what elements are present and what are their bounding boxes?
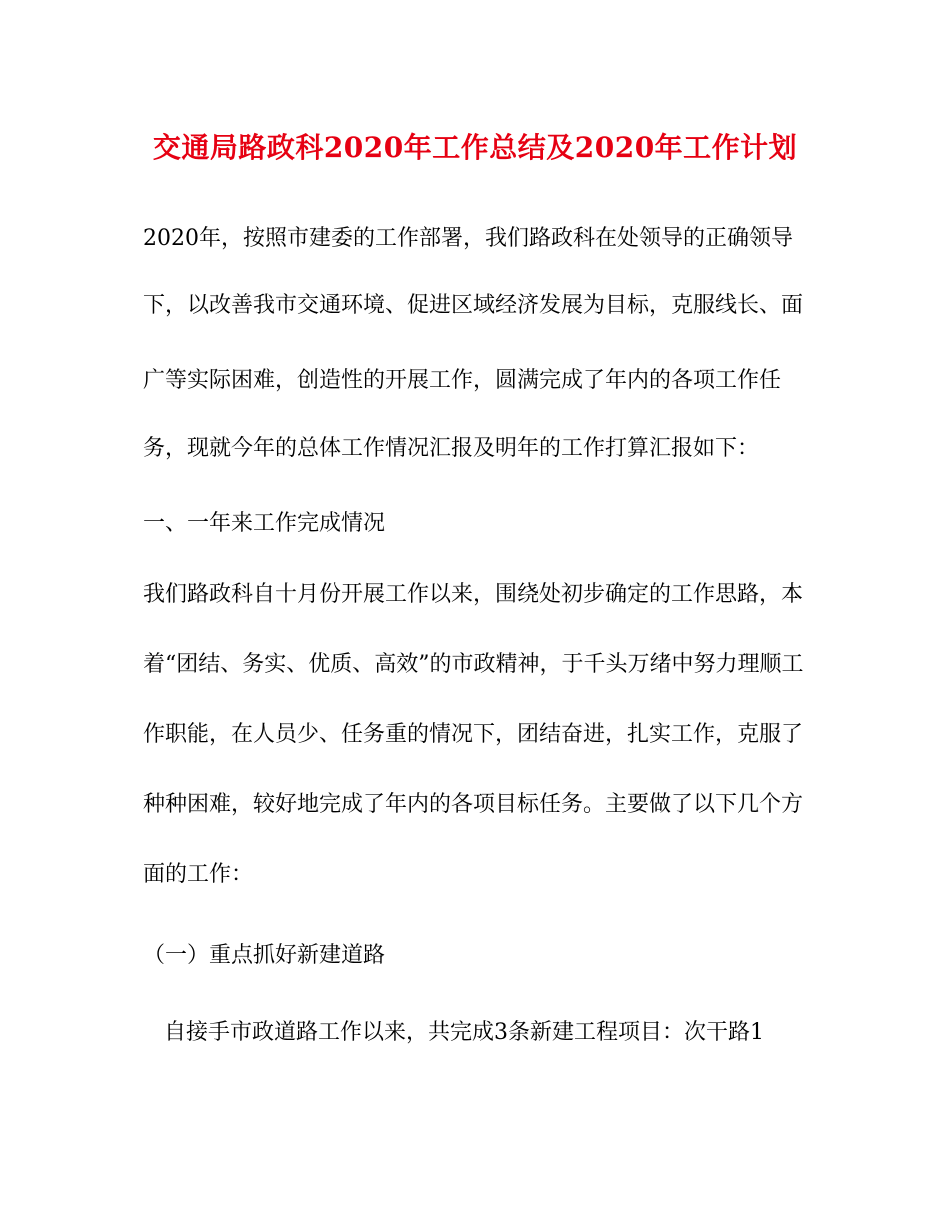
intro-line-2: 下，以改善我市交通环境、促进区域经济发展为目标，克服线长、面: [143, 293, 804, 318]
document-title: 交通局路政科2020年工作总结及2020年工作计划: [152, 131, 798, 164]
section-line-5: 面的工作：: [143, 862, 254, 887]
section-line-3: 作职能，在人员少、任务重的情况下，团结奋进，扎实工作，克服了: [143, 722, 804, 747]
intro-line-1: 2020年，按照市建委的工作部署，我们路政科在处领导的正确领导: [143, 226, 793, 251]
section-line-1: 我们路政科自十月份开展工作以来，围绕处初步确定的工作思路，本: [143, 582, 804, 607]
section-heading: 一、一年来工作完成情况: [143, 511, 386, 536]
subsection-line-1: 自接手市政道路工作以来，共完成3条新建工程项目：次干路1: [164, 1020, 764, 1045]
intro-line-4: 务，现就今年的总体工作情况汇报及明年的工作打算汇报如下：: [143, 436, 760, 461]
section-line-2: 着“团结、务实、优质、高效”的市政精神，于千头万绪中努力理顺工: [143, 652, 804, 677]
section-line-4: 种种困难，较好地完成了年内的各项目标任务。主要做了以下几个方: [143, 792, 804, 817]
intro-line-3: 广等实际困难，创造性的开展工作，圆满完成了年内的各项工作任: [143, 368, 782, 393]
subsection-heading: （一）重点抓好新建道路: [143, 943, 386, 968]
